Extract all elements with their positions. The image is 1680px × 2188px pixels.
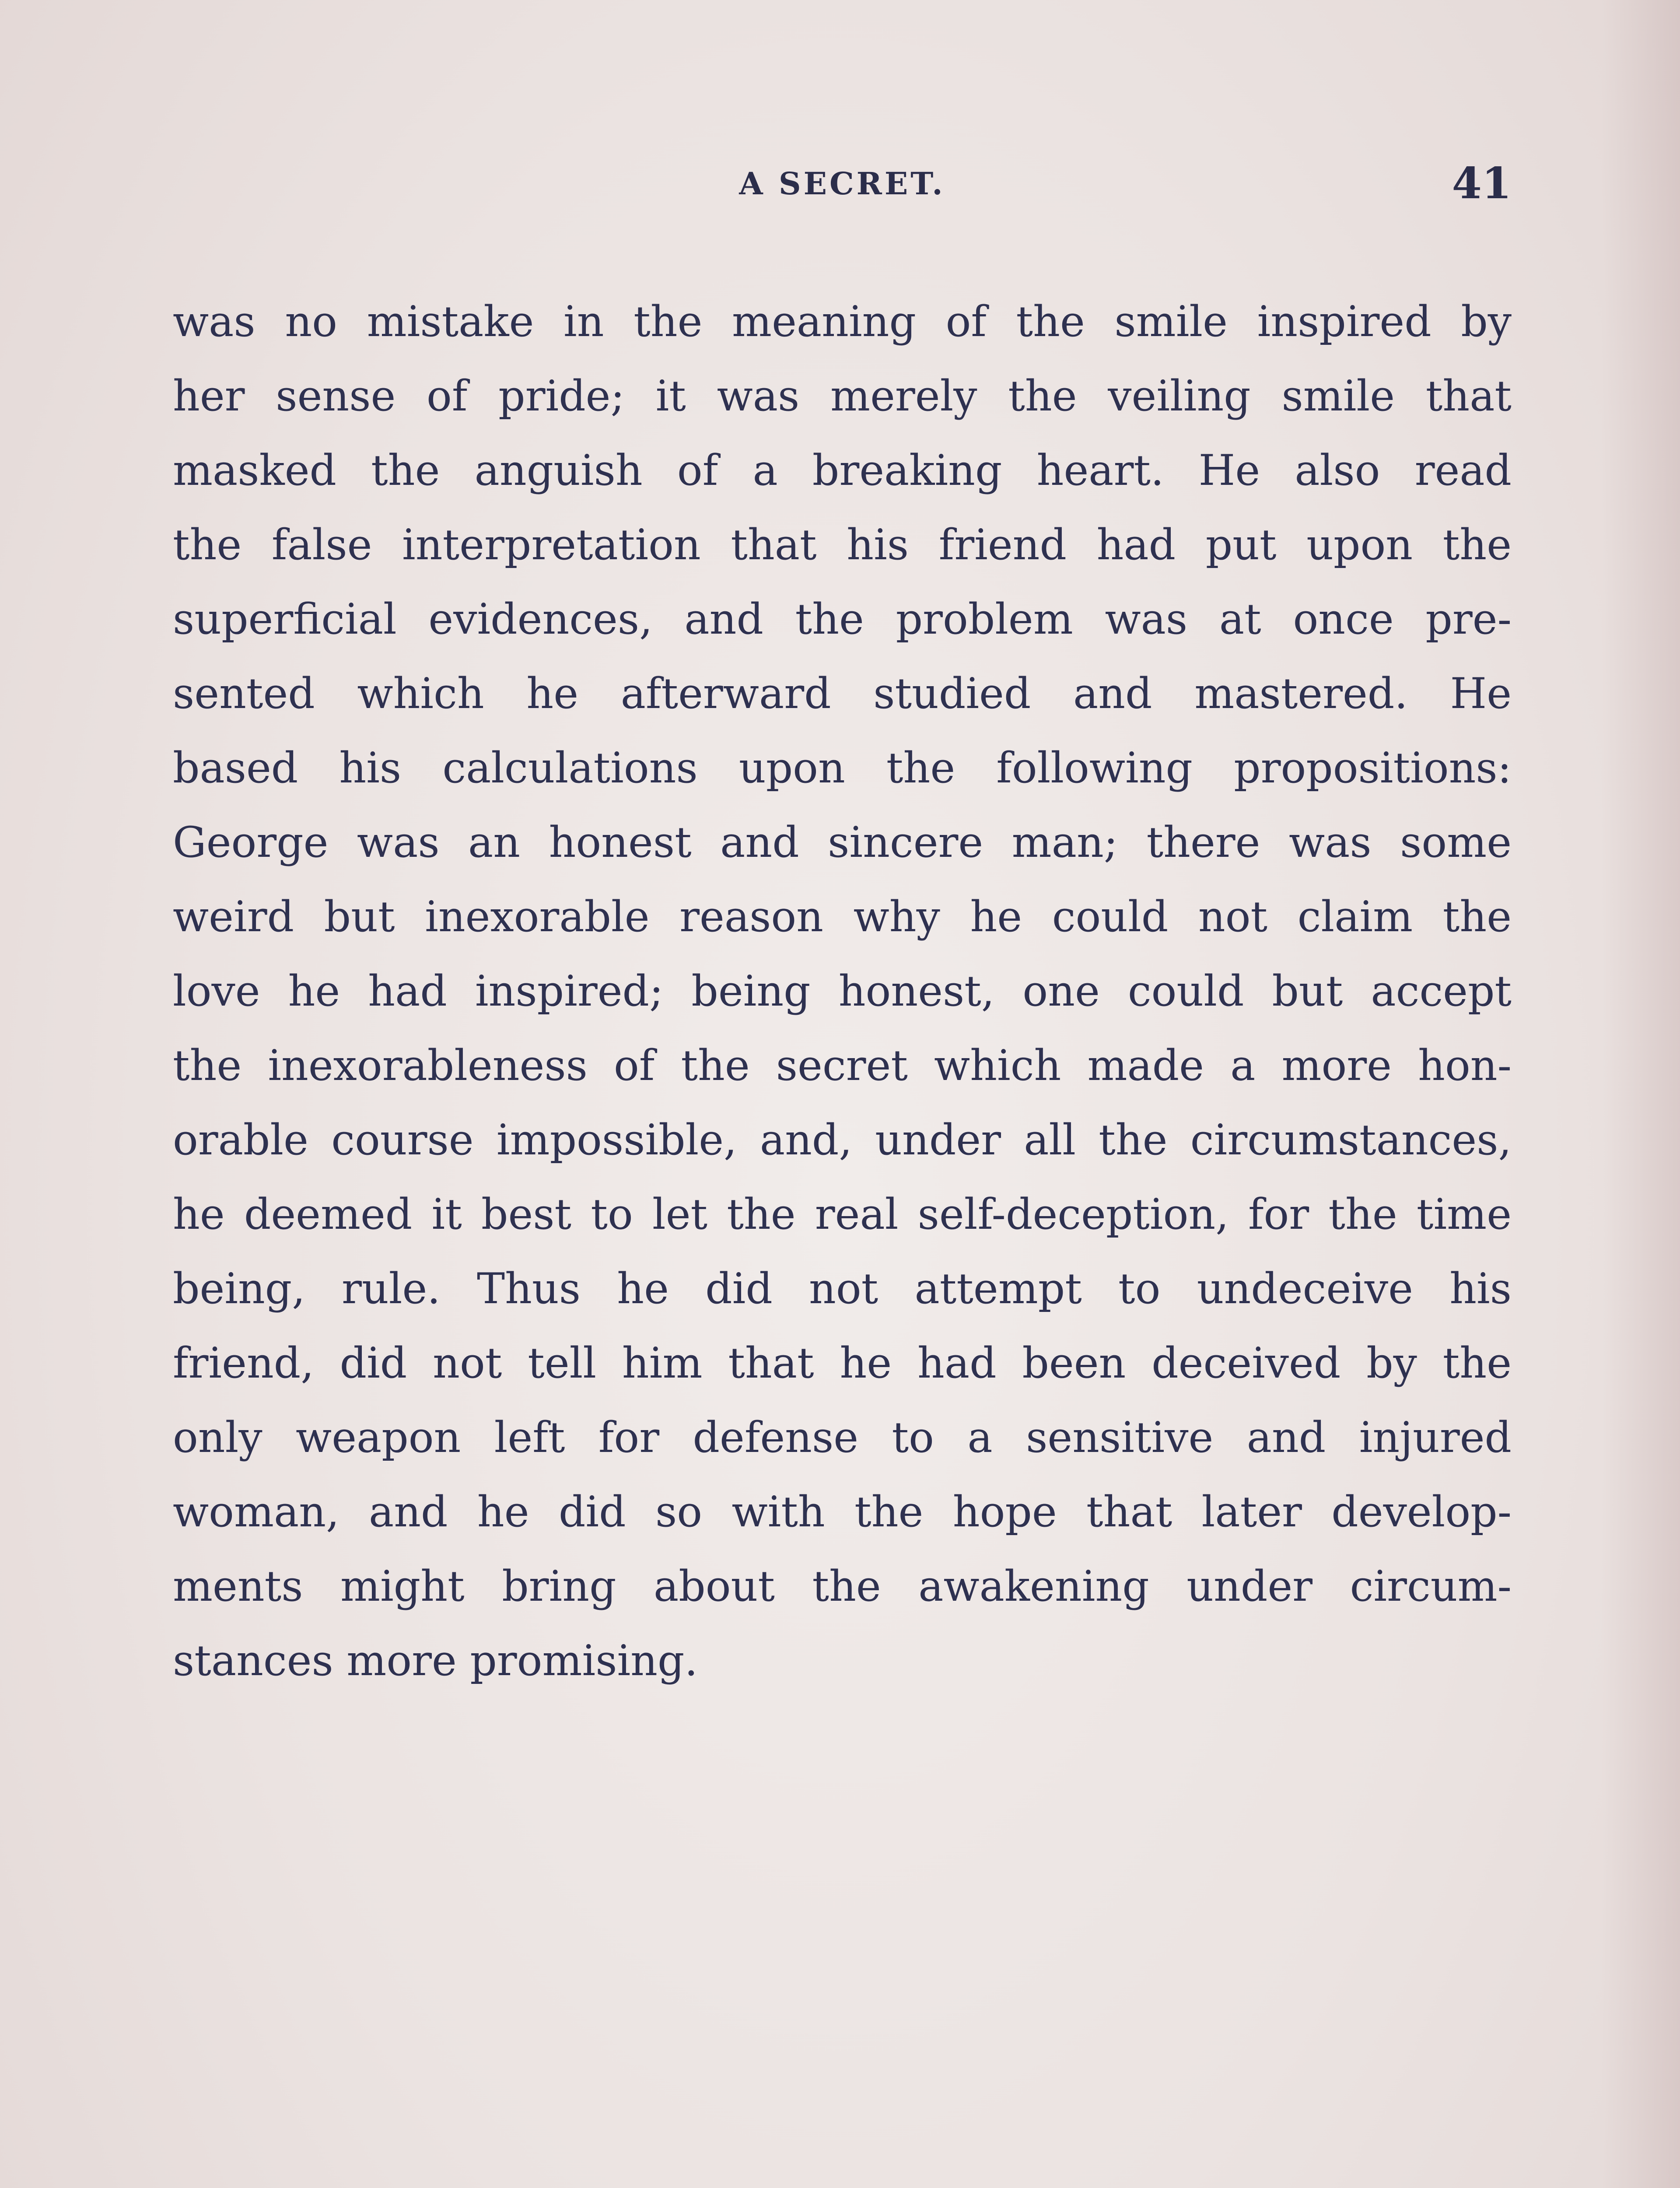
text-line: only weapon left for defense to a sensitive and injured [173, 1413, 1512, 1462]
body-text [173, 284, 1512, 1698]
chapter-title: A SECRET. [739, 165, 945, 202]
page-edge-shadow [1601, 0, 1680, 2188]
text-line: weird but inexorable reason why he could not claim the [173, 892, 1512, 941]
text-line: sented which he afterward studied and mastered. He [173, 669, 1512, 718]
text-line: being, rule. Thus he did not attempt to undeceive his [173, 1264, 1512, 1313]
text-line: was no mistake in the meaning of the smile inspired by [173, 297, 1512, 346]
text-line: woman, and he did so with the hope that later develop- [173, 1487, 1512, 1536]
running-header [173, 158, 1512, 210]
text-line: stances more promising. [173, 1636, 698, 1685]
text-line: orable course impossible, and, under all the circumstances, [173, 1115, 1512, 1164]
text-line: George was an honest and sincere man; there was some [173, 818, 1512, 867]
text-line: masked the anguish of a breaking heart. He also read [173, 446, 1512, 495]
text-line: the inexorableness of the secret which made a more hon- [173, 1041, 1512, 1090]
text-line: her sense of pride; it was merely the veiling smile that [173, 372, 1512, 421]
text-line: he deemed it best to let the real self-deception, for the time [173, 1190, 1512, 1239]
text-line: friend, did not tell him that he had been deceived by the [173, 1339, 1512, 1388]
text-line: superficial evidences, and the problem was at once pre- [173, 595, 1512, 644]
page-number: 41 [1452, 158, 1512, 209]
text-line: based his calculations upon the following propositions: [173, 743, 1512, 792]
text-line: love he had inspired; being honest, one could but accept [173, 967, 1512, 1016]
text-line: ments might bring about the awakening under circum- [173, 1562, 1512, 1611]
text-line: the false interpretation that his friend had put upon the [173, 520, 1512, 569]
